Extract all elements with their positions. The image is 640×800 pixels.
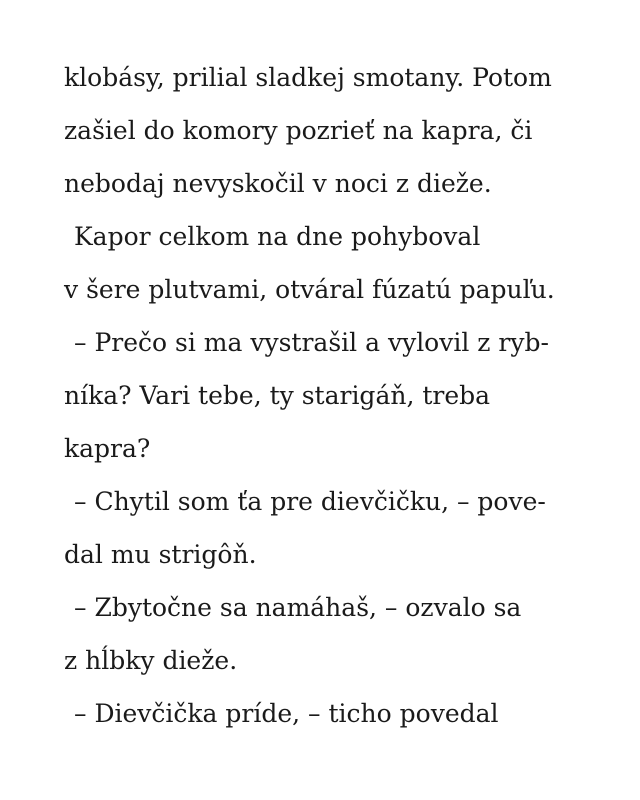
text-line: kapra? [64,434,151,463]
text-line: z hĺbky dieže. [64,646,238,675]
text-line: níka? Vari tebe, ty starigáň, treba [64,381,491,410]
text-line: – Dievčička príde, – ticho povedal [74,699,499,728]
text-line: Kapor celkom na dne pohyboval [74,222,481,251]
text-line: – Chytil som ťa pre dievčičku, – pove- [74,487,546,516]
page-text [64,58,594,747]
text-line: – Prečo si ma vystrašil a vylovil z ryb- [74,328,549,357]
text-line: – Zbytočne sa namáhaš, – ozvalo sa [74,593,522,622]
text-line: zašiel do komory pozrieť na kapra, či [64,116,533,145]
text-line: klobásy, prilial sladkej smotany. Potom [64,63,552,92]
text-line: dal mu strigôň. [64,540,257,569]
text-line: v šere plutvami, otváral fúzatú papuľu. [64,275,555,304]
text-line: nebodaj nevyskočil v noci z dieže. [64,169,492,198]
